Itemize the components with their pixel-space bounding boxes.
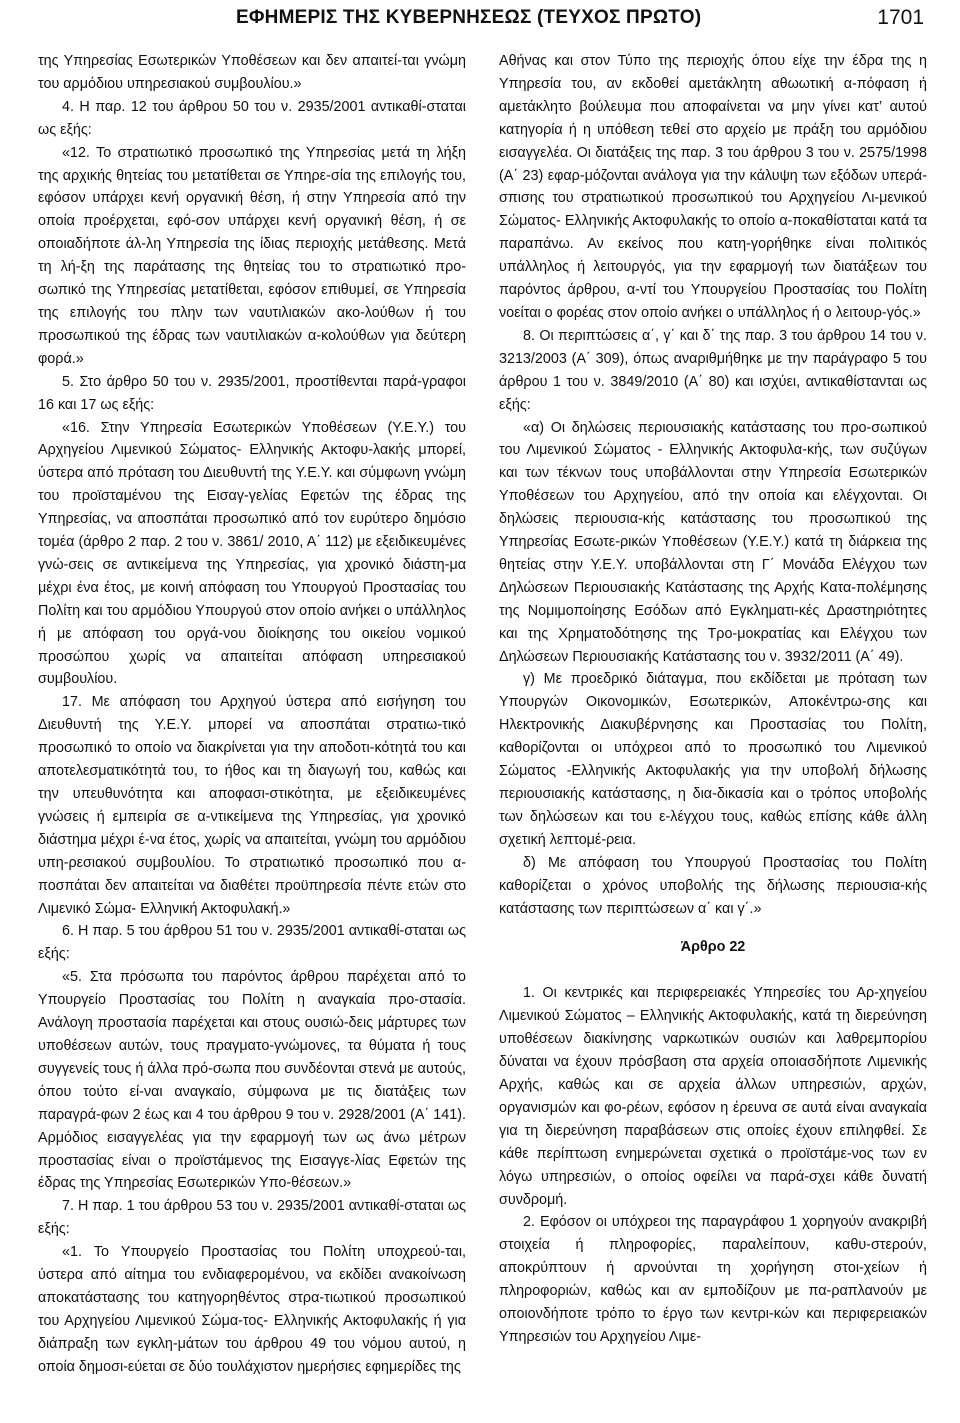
paragraph: δ) Με απόφαση του Υπουργού Προστασίας του Πολίτη καθορίζεται ο χρόνος υποβολής της δήλωσης περιουσια-κής κατάστασης των περιπτώσεων α΄ και γ΄.»: [499, 854, 927, 917]
paragraph: Αθήνας και στον Τύπο της περιοχής όπου είχε την έδρα της η Υπηρεσία του, αν εκδοθεί αμετάκλητη αθωωτική α-πόφαση ή αμετάκλητο βούλευμα που αποφαίνεται να μην γίνει κατ’ αυτού κατηγορία ή η υπόθεση τεθεί στο αρχείο με πράξη του αρμόδιου εισαγγελέα. Οι διατάξεις της παρ. 3 του άρθρου 3 του ν. 2575/1998 (Α΄ 23) εφαρ-μόζονται ανάλογα για την κάλυψη των εξόδων υπερά-σπισης του στρατιωτικού προσωπικού του Αρχηγείου Λι-μενικού Σώματος- Ελληνικής Ακτοφυλακής το οποίο α-ποκαθίσταται κατά τα παραπάνω. Αν εκείνος που κατη-γορήθηκε είναι πολιτικός υπάλληλος ή λειτουργός, για την εφαρμογή των διατάξεων του παρόντος άρθρου, α-ντί του Υπουργείου Προστασίας του Πολίτη νοείται ο φορέας στον οποίο ανήκει ο υπάλληλος ή ο λειτουρ-γός.»: [499, 53, 927, 321]
paragraph: «12. Το στρατιωτικό προσωπικό της Υπηρεσίας μετά τη λήξη της αρχικής θητείας του μετατίθεται σε Υπηρε-σία της επιλογής του, εφόσον υπάρχει κενή οργανική θέση, ή στην Υπηρεσία από την οποία προέρχεται, εφό-σον υπάρχει κενή οργανική θέση, ή σε οποιαδήποτε άλ-λη Υπηρεσία της ίδιας περιοχής μετάθεσης. Μετά τη λή-ξη της παράτασης της θητείας του το στρατιωτικό προ-σωπικό της Υπηρεσίας μετατίθεται, εφόσον επιθυμεί, σε Υπηρεσία της επιλογής του πλην των ναυτιλιακών ακο-λούθων ή του προσωπικού της έδρας των ναυτιλιακών α-κολούθων για δεύτερη φορά.»: [38, 144, 466, 367]
paragraph: 8. Οι περιπτώσεις α΄, γ΄ και δ΄ της παρ. 3 του άρθρου 14 του ν. 3213/2003 (Α΄ 309), όπως αναριθμήθηκε με την παράγραφο 5 του άρθρου 1 του ν. 3849/2010 (Α΄ 80) και ισχύει, αντικαθίστανται ως εξής:: [499, 327, 927, 413]
page-number: 1701: [877, 6, 924, 29]
paragraph: «1. Το Υπουργείο Προστασίας του Πολίτη υποχρεού-ται, ύστερα από αίτημα του ενδιαφερομένου, να εκδίδει ανακοίνωση αποκατάστασης του κατηγορηθέντος στρα-τιωτικού προσωπικού του Αρχηγείου Λιμενικού Σώμα-τος- Ελληνικής Ακτοφυλακής ή για διάπραξη των εγκλη-μάτων του άρθρου 49 του νόμου αυτού, η οποία δημοσι-εύεται σε δύο τουλάχιστον ημερήσιες εφημερίδες της: [38, 1244, 466, 1375]
right-column: [499, 50, 927, 1349]
paragraph: της Υπηρεσίας Εσωτερικών Υποθέσεων και δεν απαιτεί-ται γνώμη του αρμόδιου υπηρεσιακού συμβουλίου.»: [38, 53, 466, 92]
paragraph: γ) Με προεδρικό διάταγμα, που εκδίδεται με πρόταση των Υπουργών Οικονομικών, Εσωτερικών, Αποκέντρω-σης και Ηλεκτρονικής Διακυβέρνησης και Προστασίας του Πολίτη, καθορίζονται οι υπόχρεοι από το προσωπικό του Λιμενικού Σώματος -Ελληνικής Ακτοφυλακής για την υποβολή δήλωσης περιουσιακής κατάστασης, η δια-δικασία και ο τρόπος υποβολής των δηλώσεων και του ε-λέγχου τους, καθώς επίσης κάθε άλλη σχετική λεπτομέ-ρεια.: [499, 671, 927, 848]
paragraph: «16. Στην Υπηρεσία Εσωτερικών Υποθέσεων (Υ.Ε.Υ.) του Αρχηγείου Λιμενικού Σώματος- Ελληνικής Ακτοφυ-λακής μπορεί, ύστερα από πρόταση του Διευθυντή της Υ.Ε.Υ. και σύμφωνη γνώμη του προϊσταμένου της Εισαγ-γελίας Εφετών της έδρας της Υπηρεσίας, να αποσπάται προσωπικό από τον ευρύτερο δημόσιο τομέα (άρθρο 2 παρ. 2 του ν. 3861/ 2010, Α΄ 112) με εξειδικευμένες γνώ-σεις σε αντικείμενα της Υπηρεσίας, για χρονικό διάστη-μα μέχρι ένα έτος, με κοινή απόφαση του Υπουργού Προστασίας του Πολίτη και του αρμόδιου Υπουργού στον οποίο ανήκει ο υπάλληλος ή με απόφαση του οργά-νου διοίκησης του οικείου νομικού προσώπου χωρίς να απαιτείται απόφαση υπηρεσιακού συμβουλίου.: [38, 419, 466, 688]
paragraph: 5. Στο άρθρο 50 του ν. 2935/2001, προστίθενται παρά-γραφοι 16 και 17 ως εξής:: [38, 373, 466, 413]
paragraph: 1. Οι κεντρικές και περιφερειακές Υπηρεσίες του Αρ-χηγείου Λιμενικού Σώματος – Ελληνικής Ακτοφυλακής, κατά τη διερεύνηση υποθέσεων διακίνησης ναρκωτικών ουσιών και λαθρεμπορίου δύναται να έχουν πρόσβαση στα αρχεία οποιασδήποτε Λιμενικής Αρχής, καθώς και σε αρχεία άλλων υπηρεσιών, αρχών, οργανισμών και φο-ρέων, εφόσον η έρευνα σε αυτά είναι αναγκαία για τη διερεύνηση παραβάσεων στις οποίες έχουν επιληφθεί. Σε κάθε περίπτωση ενημερώνεται σχετικά ο προϊστάμε-νος των εν λόγω υπηρεσιών, ο οποίος οφείλει να παρά-σχει κάθε δυνατή συνδρομή.: [499, 985, 927, 1208]
paragraph: 7. Η παρ. 1 του άρθρου 53 του ν. 2935/2001 αντικαθί-σταται ως εξής:: [38, 1198, 466, 1238]
left-column: [38, 50, 466, 1379]
paragraph: 6. Η παρ. 5 του άρθρου 51 του ν. 2935/2001 αντικαθί-σταται ως εξής:: [38, 923, 466, 963]
paragraph: «α) Οι δηλώσεις περιουσιακής κατάστασης του προ-σωπικού του Λιμενικού Σώματος - Ελληνικής Ακτοφυλα-κής, των συζύγων και των τέκνων τους υποβάλλονται στην Υπηρεσία Εσωτερικών Υποθέσεων του Αρχηγείου, από την οποία και ελέγχονται. Οι δηλώσεις περιουσια-κής κατάστασης του προσωπικού της Υπηρεσίας Εσωτε-ρικών Υποθέσεων (Υ.Ε.Υ.) κατά τη διάρκεια της θητείας στην Υ.Ε.Υ. υποβάλλονται στη Γ΄ Μονάδα Ελέγχου των Δηλώσεων Περιουσιακής Κατάστασης της Αρχής Κατα-πολέμησης της Νομιμοποίησης Εσόδων από Εγκληματι-κές Δραστηριότητες και της Χρηματοδότησης της Τρο-μοκρατίας και Ελέγχου των Δηλώσεων Περιουσιακής Κατάστασης του ν. 3932/2011 (Α΄ 49).: [499, 419, 927, 665]
paragraph: 17. Με απόφαση του Αρχηγού ύστερα από εισήγηση του Διευθυντή της Υ.Ε.Υ. μπορεί να αποσπάται στρατιω-τικό προσωπικό το οποίο να διακρίνεται για την αποδοτι-κότητά του και αποτελεσματικότητά του, το ήθος και τη διαγωγή του, καθώς και την υπευθυνότητα και αποφασι-στικότητα, με εξειδικευμένες γνώσεις ή εμπειρία σε α-ντικείμενα της Υπηρεσίας, για χρονικό διάστημα μέχρι έ-να έτος, χωρίς να απαιτείται, γνώμη του αρμόδιου υπη-ρεσιακού συμβουλίου. Το στρατιωτικό προσωπικό που α-ποσπάται δεν απαιτείται να διαθέτει προϋπηρεσία πέντε ετών στο Λιμενικό Σώμα- Ελληνική Ακτοφυλακή.»: [38, 694, 466, 917]
paragraph: «5. Στα πρόσωπα του παρόντος άρθρου παρέχεται από το Υπουργείο Προστασίας του Πολίτη η αναγκαία προ-στασία. Ανάλογη προστασία παρέχεται και στους ουσιώ-δεις μάρτυρες των υποθέσεων αυτών, τους πραγματο-γνώμονες, τα θύματα ή τους συγγενείς τους ή άλλα πρό-σωπα που συνδέονται στενά με αυτούς, όπου τούτο εί-ναι αναγκαίο, σύμφωνα με τις διατάξεις των παραγρά-φων 2 έως και 4 του άρθρου 9 του ν. 2928/2001 (Α΄ 141). Αρμόδιος εισαγγελέας για την εφαρμογή των ως άνω μέτρων προστασίας είναι ο προϊστάμενος της Εισαγγε-λίας Εφετών της έδρας της Υπηρεσίας Εσωτερικών Υπο-θέσεων.»: [38, 969, 466, 1192]
page-header: [36, 0, 924, 36]
paragraph: 2. Εφόσον οι υπόχρεοι της παραγράφου 1 χορηγούν ανακριβή στοιχεία ή πληροφορίες, παραλείπουν, καθυ-στερούν, αποκρύπτουν ή αρνούνται τη χορήγηση στοι-χείων ή πληροφοριών, καθώς και αν εμποδίζουν με πα-ραπλανούν με οποιονδήποτε τρόπο το έργο των κεντρι-κών και περιφερειακών Υπηρεσιών του Αρχηγείου Λιμε-: [499, 1214, 927, 1345]
gazette-title: ΕΦΗΜΕΡΙΣ ΤΗΣ ΚΥΒΕΡΝΗΣΕΩΣ (ΤΕΥΧΟΣ ΠΡΩΤΟ): [236, 7, 702, 28]
article-heading: Άρθρο 22: [680, 939, 746, 956]
paragraph: 4. Η παρ. 12 του άρθρου 50 του ν. 2935/2001 αντικαθί-σταται ως εξής:: [38, 98, 466, 138]
